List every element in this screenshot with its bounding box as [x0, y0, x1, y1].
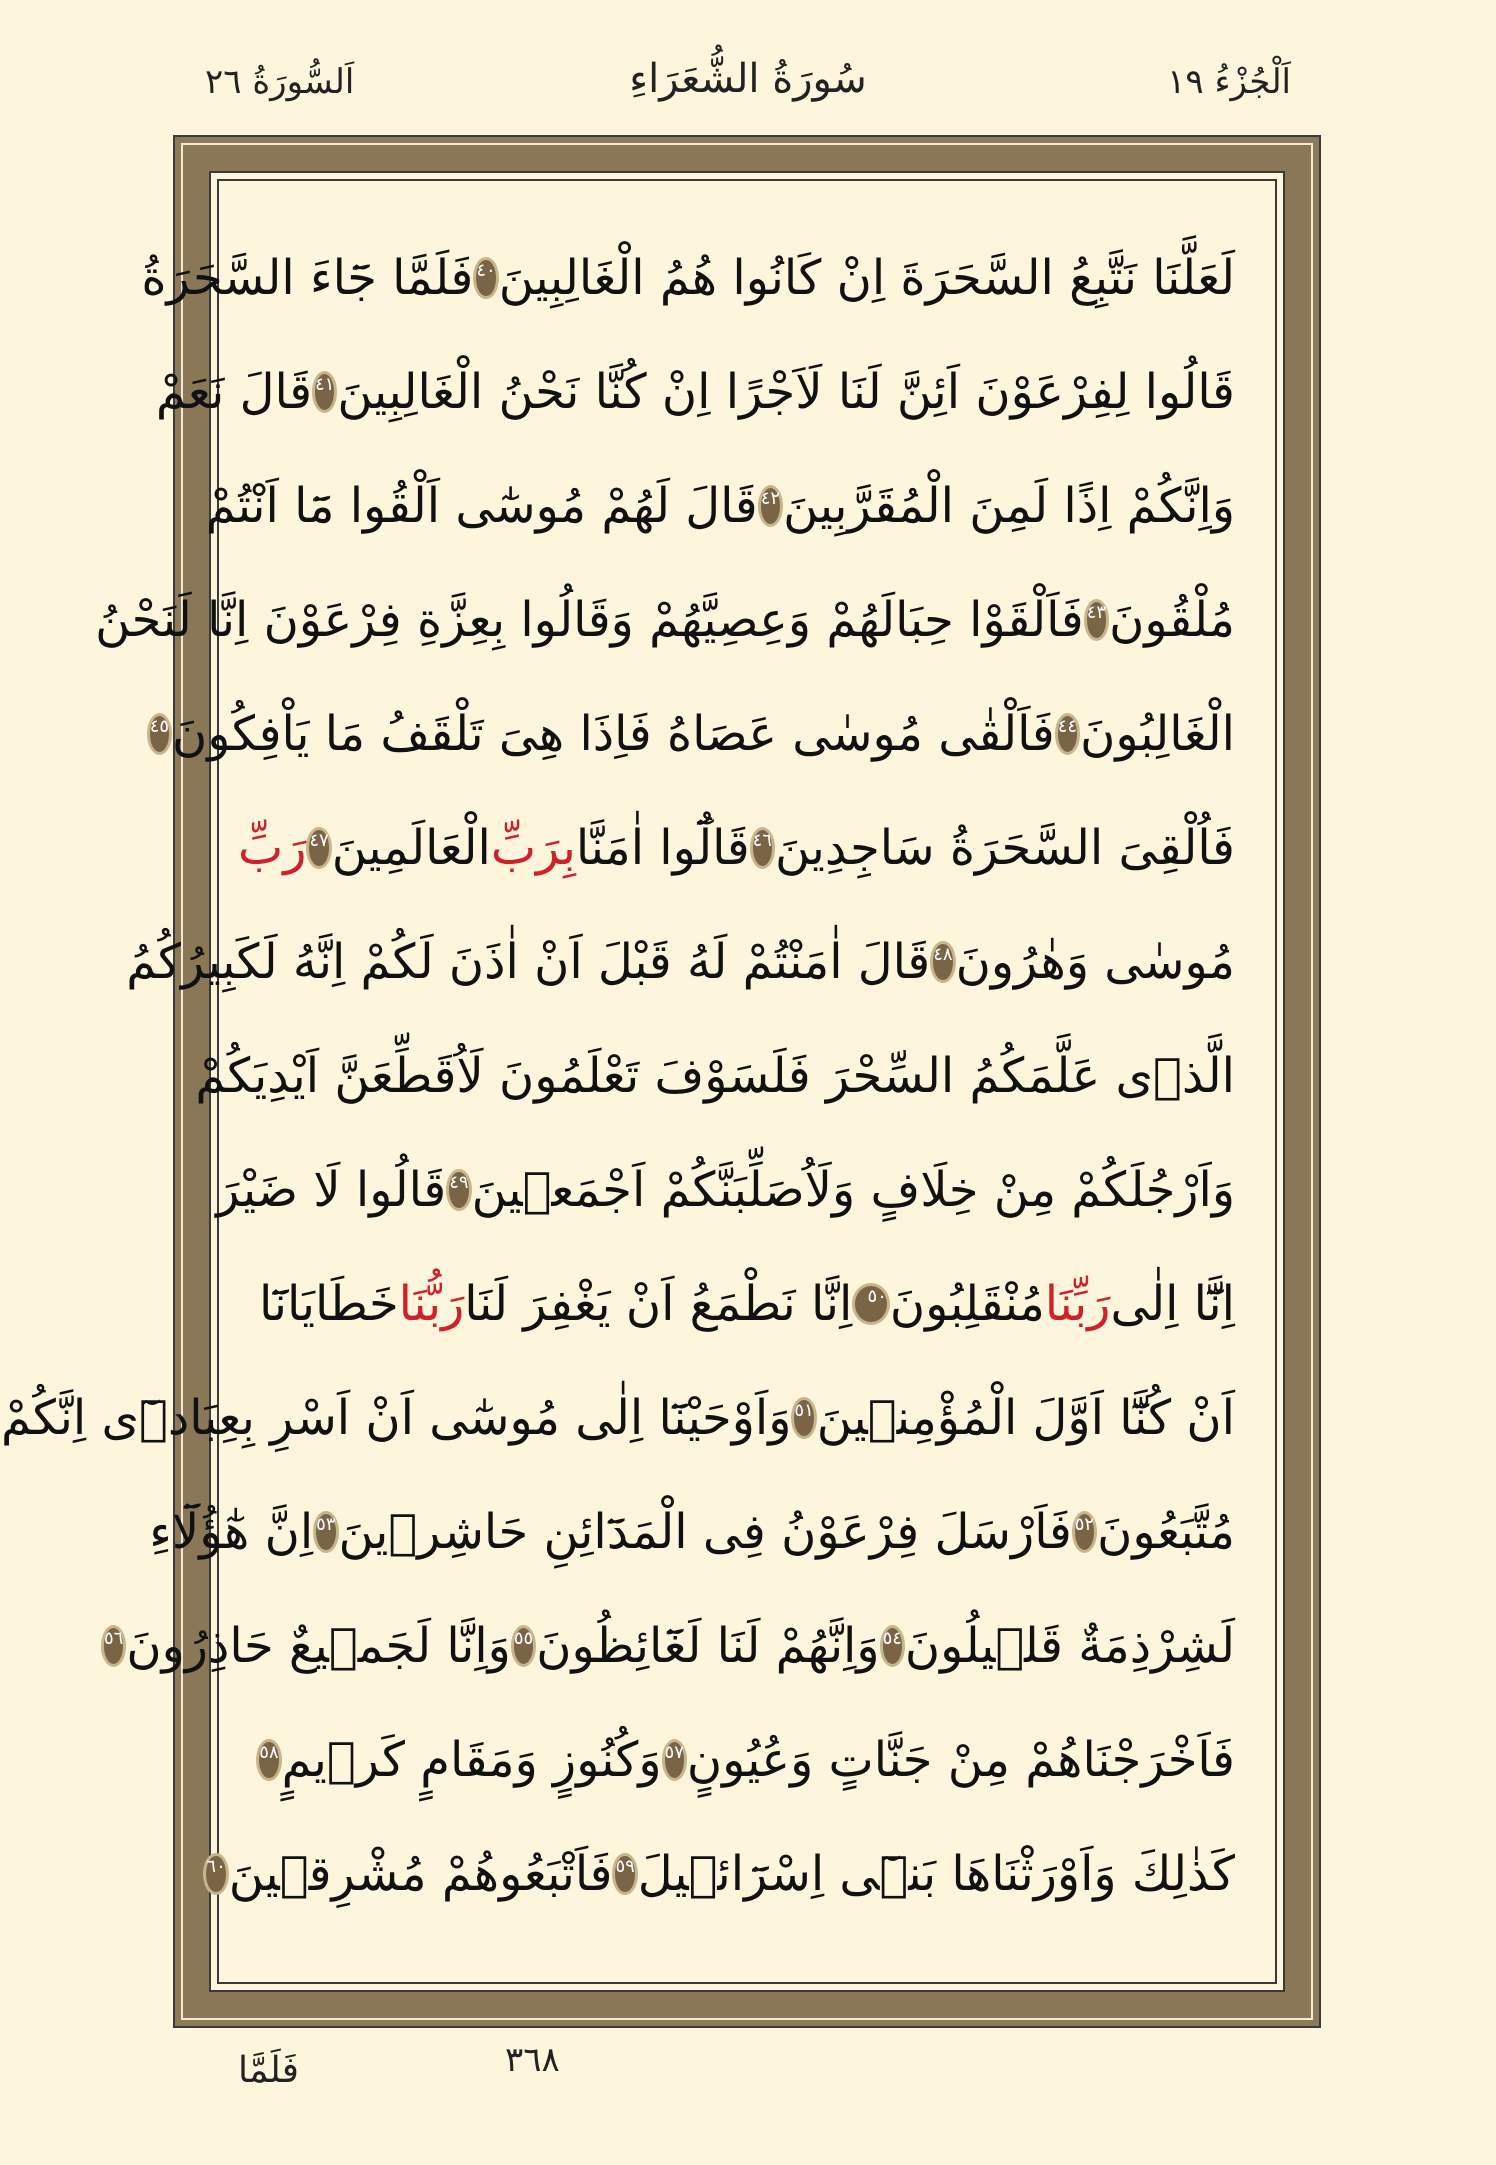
- verse-text: وَاِنَّا لَجَمٖيعٌ حَاذِرُونَ: [126, 1618, 511, 1674]
- verse-text: مُنْقَلِبُونَ: [889, 1276, 1045, 1332]
- verse-text: مُلْقُونَ: [1109, 592, 1235, 648]
- catchword: فَلَمَّا: [238, 2050, 299, 2091]
- text-line: [155, 335, 1235, 449]
- verse-text: قَالَ نَعَمْ: [155, 364, 313, 420]
- verse-text: فَاَتْبَعُوهُمْ مُشْرِقٖينَ: [228, 1846, 613, 1902]
- ayah-marker: ٤٦: [750, 827, 775, 869]
- verse-text: مُتَّبَعُونَ: [1097, 1504, 1235, 1560]
- verse-text: وَاَوْحَيْنَٓا اِلٰى مُوسٰٓى اَنْ اَسْرِ بِعِبَادٖٓى اِنَّكُمْ: [1, 1390, 792, 1446]
- verse-text: فَاَرْسَلَ فِرْعَوْنُ فِى الْمَدَٓائِنِ حَاشِرٖينَ: [338, 1504, 1072, 1560]
- text-line: [216, 1133, 1235, 1247]
- verse-text: وَاَرْجُلَكُمْ مِنْ خِلَافٍ وَلَاُصَلِّبَنَّكُمْ اَجْمَعٖينَ: [471, 1162, 1235, 1218]
- verse-text: قَالَ لَهُمْ مُوسٰٓى اَلْقُوا مَٓا اَنْتُمْ: [205, 478, 758, 534]
- verse-text: قَالَ اٰمَنْتُمْ لَهُ قَبْلَ اَنْ اٰذَنَ لَكُمْ اِنَّهُ لَكَبِيرُكُمُ: [126, 934, 931, 990]
- text-line: [126, 905, 1235, 1019]
- quran-text: [1, 221, 1235, 1942]
- surah-name: سُورَةُ الشُّعَرَاءِ: [629, 56, 867, 102]
- verse-text: اِنَّٓا اِلٰى: [1110, 1276, 1235, 1332]
- ayah-marker: ٥٣: [313, 1511, 338, 1553]
- ayah-marker: ٥٧: [662, 1739, 687, 1781]
- text-line: [206, 1817, 1235, 1931]
- verse-text: لَعَلَّنَا نَتَّبِعُ السَّحَرَةَ اِنْ كَانُوا هُمُ الْغَالِبِينَ: [498, 250, 1235, 306]
- verse-text: مُوسٰى وَهٰرُونَ: [955, 934, 1235, 990]
- verse-text: قَالُٓوا اٰمَنَّا: [575, 820, 750, 876]
- page-number: ٣٦٨: [505, 2040, 560, 2080]
- verse-text: اِنَّا نَطْمَعُ اَنْ يَغْفِرَ لَنَا: [464, 1276, 853, 1332]
- ayah-marker: ٥٥: [511, 1625, 536, 1667]
- ayah-marker: ٤٠: [473, 257, 498, 299]
- divine-name: رَبِّ: [238, 820, 307, 876]
- verse-text: فَاَلْقَوْا حِبَالَهُمْ وَعِصِيَّهُمْ وَقَالُوا بِعِزَّةِ فِرْعَوْنَ اِنَّا لَنَحْنُ: [95, 592, 1084, 648]
- text-line: [259, 1703, 1235, 1817]
- verse-text: كَذٰلِكَ وَاَوْرَثْنَاهَا بَنٖٓى اِسْرَٓائٖيلَ: [637, 1846, 1235, 1902]
- ayah-marker: ٥١: [791, 1397, 816, 1439]
- ayah-marker: ٥٨: [256, 1739, 281, 1781]
- text-line: [141, 221, 1235, 335]
- verse-text: قَالُوا لَا ضَيْرَ: [216, 1162, 447, 1218]
- verse-text: خَطَايَانَٓا: [259, 1276, 399, 1332]
- ayah-marker: ٤٨: [930, 941, 955, 983]
- verse-text: فَاَخْرَجْنَاهُمْ مِنْ جَنَّاتٍ وَعُيُونٍ: [686, 1732, 1235, 1788]
- verse-text: وَكُنُوزٍ وَمَقَامٍ كَرٖيمٍ: [281, 1732, 662, 1788]
- verse-text: الْعَالَمِينَ: [331, 820, 491, 876]
- ayah-marker: ٥٢: [1072, 1511, 1097, 1553]
- text-line: [238, 791, 1235, 905]
- text-line: [149, 1475, 1235, 1589]
- text-line: [195, 1019, 1235, 1133]
- text-line: [205, 449, 1235, 563]
- verse-text: اِنَّ هٰٓؤُلَٓاءِ: [149, 1504, 314, 1560]
- divine-name: بِرَبِّ: [490, 820, 576, 876]
- ayah-marker: ٥٦: [101, 1625, 126, 1667]
- ayah-marker: ٤٢: [758, 485, 783, 527]
- verse-text: وَاِنَّكُمْ اِذًا لَمِنَ الْمُقَرَّبِينَ: [783, 478, 1235, 534]
- verse-text: فَلَمَّا جَٓاءَ السَّحَرَةُ: [141, 250, 474, 306]
- ayah-marker: ٤٧: [306, 827, 331, 869]
- ayah-marker: ٤٣: [1084, 599, 1109, 641]
- divine-name: رَبُّنَا: [398, 1276, 465, 1332]
- verse-text: اَنْ كُنَّٓا اَوَّلَ الْمُؤْمِنٖينَ: [816, 1390, 1235, 1446]
- ayah-marker: ٥٩: [612, 1853, 637, 1895]
- text-line: [149, 677, 1235, 791]
- text-line: [259, 1247, 1235, 1361]
- divine-name: رَبِّنَا: [1044, 1276, 1111, 1332]
- verse-text: لَشِرْذِمَةٌ قَلٖيلُونَ: [904, 1618, 1235, 1674]
- text-line: [1, 1361, 1235, 1475]
- ayah-marker: ٤٩: [446, 1169, 471, 1211]
- ayah-marker: ٤٤: [1055, 713, 1080, 755]
- ayah-marker: ٦٠: [203, 1853, 228, 1895]
- ayah-marker: ٥٤: [880, 1625, 905, 1667]
- ayah-marker: ٥٠: [852, 1283, 890, 1325]
- verse-text: فَاُلْقِىَ السَّحَرَةُ سَاجِدِينَ: [774, 820, 1235, 876]
- verse-text: الْغَالِبُونَ: [1080, 706, 1235, 762]
- juz-label: اَلْجُزْءُ ١٩: [1167, 62, 1291, 102]
- verse-text: الَّذٖى عَلَّمَكُمُ السِّحْرَ فَلَسَوْفَ تَعْلَمُونَ لَاُقَطِّعَنَّ اَيْدِيَكُمْ: [195, 1048, 1235, 1104]
- ayah-marker: ٤١: [312, 371, 337, 413]
- page-frame: [1, 135, 1321, 2028]
- text-panel: [1, 171, 1285, 1992]
- verse-text: فَاَلْقٰى مُوسٰى عَصَاهُ فَاِذَا هِىَ تَلْقَفُ مَا يَاْفِكُونَ: [172, 706, 1055, 762]
- page-header: [205, 56, 1291, 132]
- ayah-marker: ٤٥: [147, 713, 172, 755]
- verse-text: قَالُوا لِفِرْعَوْنَ اَئِنَّ لَنَا لَاَجْرًا اِنْ كُنَّا نَحْنُ الْغَالِبِينَ: [337, 364, 1235, 420]
- text-line: [104, 1589, 1235, 1703]
- text-line: [95, 563, 1235, 677]
- verse-text: وَاِنَّهُمْ لَنَا لَغَٓائِظُونَ: [536, 1618, 880, 1674]
- surah-number: اَلسُّورَةُ ٢٦: [205, 62, 355, 102]
